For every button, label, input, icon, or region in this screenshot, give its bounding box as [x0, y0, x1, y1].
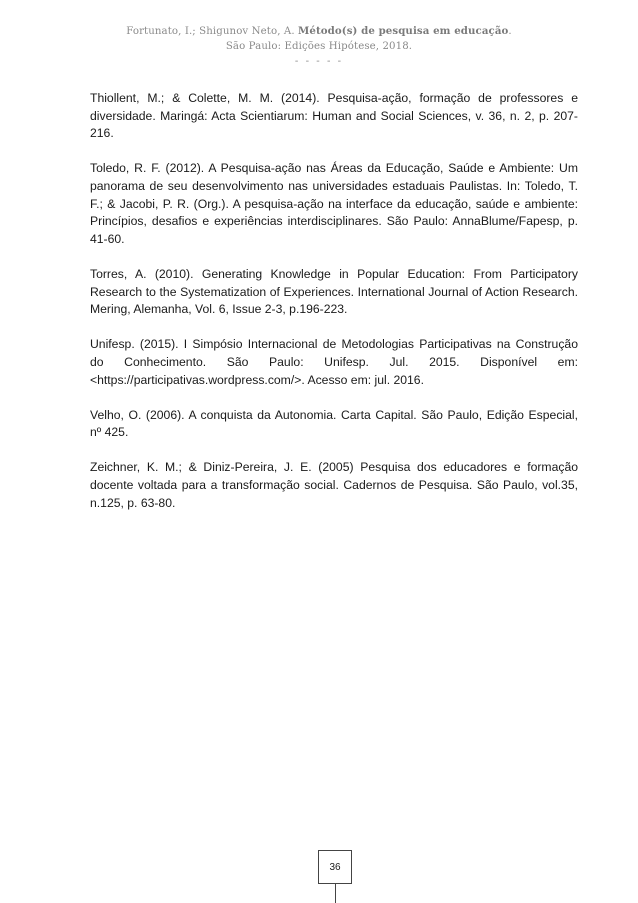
header-book-title: Método(s) de pesquisa em educação — [298, 25, 509, 37]
header-authors: Fortunato, I.; Shigunov Neto, A. — [126, 26, 299, 37]
reference-entry: Velho, O. (2006). A conquista da Autonomia. Carta Capital. São Paulo, Edição Especial, nº 425. — [90, 407, 578, 440]
reference-list — [90, 90, 578, 530]
reference-entry: Torres, A. (2010). Generating Knowledge in Popular Education: From Participatory Research to the Systematization of Experiences. International Journal of Action Research. Mering, Alemanha, Vol. 6, Issue 2-3, p.196-223. — [90, 266, 578, 317]
page-number-connector-line — [335, 884, 336, 903]
citation-line — [0, 24, 638, 39]
reference-entry: Toledo, R. F. (2012). A Pesquisa-ação nas Áreas da Educação, Saúde e Ambiente: Um panorama de seu desenvolvimento nas universidades estaduais Paulistas. In: Toledo, T. F.; & Jacobi, P. R. (Org.). A pesquisa-ação na interface da educação, saúde e ambiente: Princípios, desafios e experiências interdisciplinares. São Paulo: AnnaBlume/Fapesp, p. 41-60. — [90, 161, 578, 246]
reference-entry: Thiollent, M.; & Colette, M. M. (2014). Pesquisa-ação, formação de professores e diversidade. Maringá: Acta Scientiarum: Human and Social Sciences, v. 36, n. 2, p. 207-216. — [90, 91, 578, 141]
reference-entry: Zeichner, K. M.; & Diniz-Pereira, J. E. (2005) Pesquisa dos educadores e formação docente voltada para a transformação social. Cadernos de Pesquisa. São Paulo, vol.35, n.125, p. 63-80. — [90, 460, 578, 510]
header-publisher: São Paulo: Edições Hipótese, 2018. — [225, 41, 413, 52]
page-header — [0, 24, 638, 69]
reference-entry: Unifesp. (2015). I Simpósio Internacional de Metodologias Participativas na Construção do Conhecimento. São Paulo: Unifesp. Jul. 2015. Disponível em: <https://participativas.wordpress.com/>. Acesso em: jul. 2016. — [90, 337, 578, 387]
page-number: 36 — [318, 850, 352, 884]
header-title-end: . — [508, 26, 512, 37]
header-divider: - - - - - — [294, 56, 344, 67]
